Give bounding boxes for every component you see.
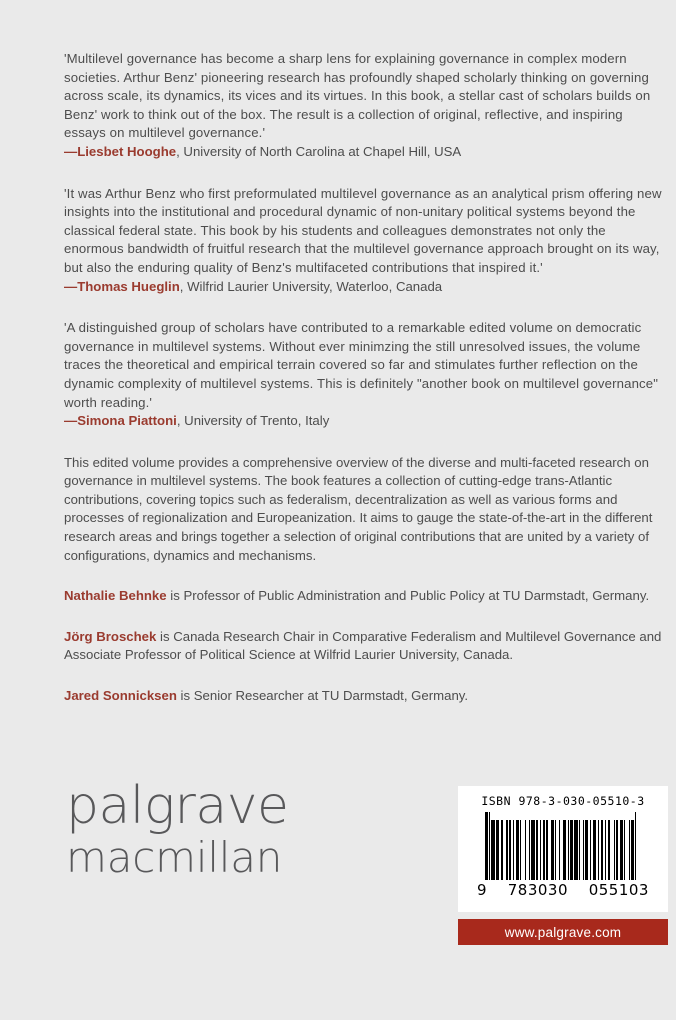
endorsement-quote: 'It was Arthur Benz who first preformulated multilevel governance as an analytical prism offering new insights into the institutional and procedural dynamic of non-unitary political systems beyond the classical federal state. This book by his students and colleagues demonstrates not only the enormous bandwidth of fruitful research that the multilevel governance approach brought on its way, but also the enduring quality of Benz's multifaceted contributions that inspired it.': [64, 185, 662, 275]
barcode-bars: [485, 812, 641, 880]
endorsement-block: [64, 185, 668, 297]
editor-bio: [64, 587, 668, 606]
cover-text-content: [64, 50, 668, 728]
barcode-area: [458, 786, 668, 945]
editor-bio-text: is Professor of Public Administration and Public Policy at TU Darmstadt, Germany.: [166, 588, 650, 604]
publisher-url-text: www.palgrave.com: [504, 924, 622, 940]
publisher-logo: [66, 776, 296, 882]
endorsement-affiliation: , University of North Carolina at Chapel Hill, USA: [176, 143, 462, 159]
editor-name: Jared Sonnicksen: [64, 688, 177, 704]
endorsement-affiliation: , University of Trento, Italy: [176, 413, 330, 429]
endorsement-affiliation: , Wilfrid Laurier University, Waterloo, Canada: [179, 278, 443, 294]
publisher-url-bar[interactable]: [458, 919, 668, 945]
endorsement-quote: 'Multilevel governance has become a sharp lens for explaining governance in complex modern societies. Arthur Benz' pioneering research has profoundly shaped scholarly thinking on governing across scale, its dynamics, its vices and its virtues. In this book, a stellar cast of scholars builds on Benz' work to think out of the box. The result is a collection of original, reflective, and inspiring essays on multilevel governance.': [64, 51, 651, 141]
endorsement-block: [64, 319, 668, 431]
endorsement-dash: —: [64, 143, 78, 159]
endorsement-dash: —: [64, 413, 78, 429]
endorsement-quote: 'A distinguished group of scholars have contributed to a remarkable edited volume on democratic governance in multilevel systems. Without ever minimzing the still unresolved issues, the volume traces the theoretical and empirical terrain covered so far and stimulates further reflection on the dynamic complexity of multilevel systems. This is definitely "another book on multilevel governance" worth reading.': [64, 320, 659, 410]
barcode-digit-group-1: 9: [477, 881, 488, 899]
endorsement-attribution: [64, 412, 668, 431]
endorsement-dash: —: [64, 278, 78, 294]
isbn-label: ISBN 978-3-030-05510-3: [481, 794, 645, 808]
endorsement-attribution: [64, 278, 668, 297]
editor-bio-text: is Senior Researcher at TU Darmstadt, Germany.: [176, 688, 469, 704]
editor-bio: [64, 628, 668, 665]
endorsement-attribution: [64, 143, 668, 162]
endorsement-name: Thomas Hueglin: [77, 278, 180, 294]
barcode-digits: [475, 881, 651, 899]
barcode-digit-group-3: 055103: [588, 881, 649, 899]
endorsement-block: [64, 50, 668, 162]
barcode-digit-group-2: 783030: [507, 881, 569, 899]
book-description: This edited volume provides a comprehensive overview of the diverse and multi-faceted research on governance in multilevel systems. The book features a collection of cutting-edge trans-Atlantic contributions, covering topics such as federalism, decentralization as well as various forms and processes of regionalization and Europeanization. It aims to gauge the state-of-the-art in the different research areas and brings together a selection of original contributions that are united by a variety of configurations, dynamics and mechanisms.: [64, 454, 653, 563]
editor-bio: [64, 687, 668, 706]
publisher-logo-palgrave: palgrave: [66, 776, 289, 836]
publisher-logo-macmillan: macmillan: [66, 833, 283, 882]
editor-name: Jörg Broschek: [64, 628, 157, 644]
editor-name: Nathalie Behnke: [64, 588, 167, 604]
isbn-barcode-box: [458, 786, 668, 912]
endorsement-name: Liesbet Hooghe: [77, 143, 177, 159]
editor-bio-text: is Canada Research Chair in Comparative Federalism and Multilevel Governance and Associate Professor of Political Science at Wilfrid Laurier University, Canada.: [64, 628, 662, 663]
endorsement-name: Simona Piattoni: [77, 413, 177, 429]
